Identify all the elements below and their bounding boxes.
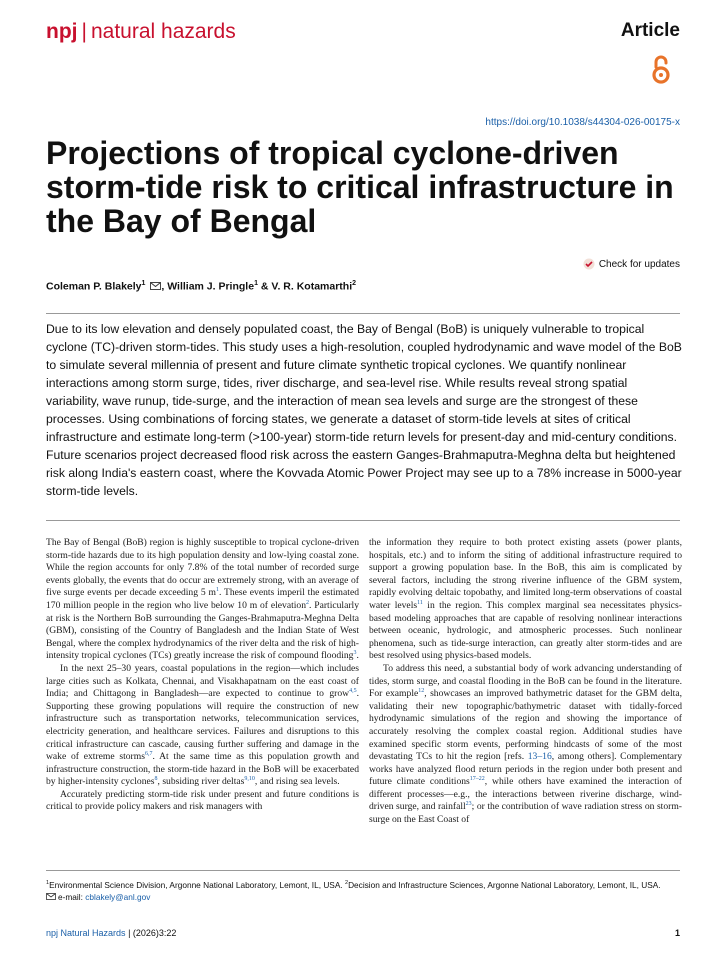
- envelope-icon: [46, 893, 56, 900]
- body-paragraph: Accurately predicting storm-tide risk under present and future conditions is critical to provide policy makers and risk managers with: [46, 788, 359, 813]
- divider: [46, 520, 680, 521]
- reference-link[interactable]: 1: [215, 587, 219, 594]
- author-list: [46, 280, 356, 293]
- body-column-left: [46, 537, 359, 814]
- check-updates-button[interactable]: [583, 258, 680, 270]
- author-affiliation-sup: 1: [254, 280, 258, 287]
- footer-citation: [46, 928, 176, 938]
- body-paragraph: To address this need, a substantial body of work advancing understanding of tides, storm surge, and coastal flooding in the BoB can be found in the literature. For example$^{12}$, showcases an improved bathymetric dataset for the GBM delta, validating their new topographic/bathymetric dataset with tidally-forced hydrodynamic simulations of the region and showing the importance of accurately resolving the complex coastal region. Additional studies have examined specific storm events, performing hindcasts of some of the most devastating TCs to hit the region [refs. 13–16, among others]. Complementary works have analyzed flood return periods in the region under both present and future climate conditions$^{17-22}$, while others have examined the interaction of different processes—e.g., the interactions between riverine discharge, wind-driven surge, and rainfall$^{23}$; or the contribution of wave radiation stress on storm-surge on the East Coast of: [369, 662, 682, 826]
- check-updates-icon: [583, 258, 595, 270]
- divider: [46, 313, 680, 314]
- footer-journal-link[interactable]: npj Natural Hazards: [46, 928, 126, 938]
- author-name[interactable]: Coleman P. Blakely: [46, 280, 142, 293]
- author-affiliation-sup: 1: [141, 280, 146, 287]
- reference-link[interactable]: 3: [353, 650, 357, 657]
- journal-separator: |: [81, 20, 87, 43]
- reference-link[interactable]: 17–22: [469, 776, 485, 783]
- body-paragraph: the information they require to both protect existing assets (power plants, hospitals, etc.) and to inform the siting of additional infrastructure required to support a growing population base. In the BoB, this aim is complicated by several factors, including the strong riverine influence of the GBM system, rapidly evolving deltaic topobathy, and limited long-term observations of coastal water levels$^{11}$ in the region. This complex marginal sea necessitates physics-based modeling approaches that are capable of resolving nonlinear interactions between oceanic, hydrologic, and atmospheric processes. Such nonlinear phenomena, such as tide-surge interaction, can greatly alter storm-tides and are best resolved using physics-based models.: [369, 537, 682, 662]
- journal-name: natural hazards: [90, 20, 236, 43]
- reference-link[interactable]: 8: [154, 776, 158, 783]
- journal-logo[interactable]: [46, 20, 236, 44]
- reference-link[interactable]: 12: [418, 687, 425, 694]
- article-title: Projections of tropical cyclone-driven storm-tide risk to critical infrastructure in the Bay of Bengal: [46, 135, 674, 239]
- author-separator: ,: [161, 280, 165, 293]
- reference-link[interactable]: 23: [465, 801, 472, 808]
- article-type-label: Article: [620, 20, 680, 41]
- affiliations: [46, 877, 682, 903]
- author-name[interactable]: V. R. Kotamarthi: [271, 280, 353, 293]
- reference-link[interactable]: 2: [306, 599, 309, 606]
- journal-prefix: npj: [46, 20, 78, 43]
- affiliation-line: $^1$Environmental Science Division, Argonne National Laboratory, Lemont, IL, USA. $^2$Decision and Infrastructure Sciences, Argonne National Laboratory, Lemont, IL, USA.: [46, 879, 661, 890]
- doi-link[interactable]: https://doi.org/10.1038/s44304-026-00175-x: [485, 117, 680, 128]
- envelope-icon[interactable]: [150, 282, 161, 290]
- reference-link[interactable]: 11: [417, 599, 423, 606]
- email-label: e-mail:: [58, 891, 83, 902]
- author-name[interactable]: William J. Pringle: [167, 280, 255, 293]
- check-updates-label: Check for updates: [598, 258, 680, 270]
- reference-link[interactable]: 9,10: [244, 776, 255, 783]
- author-affiliation-sup: 2: [352, 280, 357, 287]
- footer-volume: | (2026)3:22: [128, 928, 177, 938]
- abstract: Due to its low elevation and densely populated coast, the Bay of Bengal (BoB) is uniquely vulnerable to tropical cyclone (TC)-driven storm-tides. This study uses a high-resolution, coupled hydrodynamic and wave model of the BoB to simulate several millennia of present and future climate synthetic tropical cyclones. We quantify nonlinear interactions among storm surge, tides, river discharge, and sea-level rise. While results reveal strong spatial variability, wave runup, tide-surge, and the interaction of mean sea levels and surge are the strongest of these processes. Using combinations of forcing states, we generate a dataset of storm-tide levels at sites of critical infrastructure and estimate long-term (>100-year) storm-tide return levels for present-day and mid-century conditions. Future scenarios project decreased flood risk across the eastern Ganges-Brahmaputra-Meghna delta but heightened risk along India's eastern coast, where the Kovvada Atomic Power Project may see up to a 78% increase in 5000-year storm-tide levels.: [46, 322, 682, 498]
- email-line: [46, 891, 682, 903]
- body-column-right: [369, 537, 682, 827]
- reference-link[interactable]: 6,7: [144, 750, 153, 757]
- author-separator: &: [260, 280, 269, 293]
- body-paragraph: In the next 25–30 years, coastal populations in the region—which includes large cities such as Kolkata, Chennai, and Visakhapatnam on the east coast of India; and Chittagong in Bangladesh—are expected to continue to grow$^{4,5}$. Supporting these growing populations will require the construction of new infrastructure such as transportation networks, telecommunication services, electricity generation, and healthcare services. Failures and disruptions to this critical infrastructure can cascade, causing further suffering and damage in the wake of extreme storms$^{6,7}$. At the same time as this population growth and infrastructure construction, the storm-tide hazard in the BoB will be exacerbated by higher-intensity cyclones$^8$, subsiding river deltas$^{9,10}$, and rising sea levels.: [46, 662, 359, 788]
- open-access-icon: [650, 54, 672, 86]
- email-link[interactable]: cblakely@anl.gov: [85, 891, 151, 902]
- divider: [46, 870, 680, 871]
- reference-link[interactable]: 4,5: [349, 687, 357, 694]
- page-number: 1: [674, 928, 680, 938]
- body-paragraph: The Bay of Bengal (BoB) region is highly susceptible to tropical cyclone-driven storm-tide hazards due to its high population density and low-lying coastal zone. While the region accounts for only 7.8% of the total number of recorded surge events globally, the events that do occur are extremely strong, with an average of five surge events per decade exceeding 5 $m^1$. These events imperil the estimated 170 million people in the region who live below 10 m of elevation$^2$. Particularly at risk is the Northern BoB surrounding the Ganges-Brahmaputra-Meghna Delta (GBM), consisting of the Country of Bangladesh and the Indian State of West Bengal, where the complex hydrodynamics of the river delta and the risk of high-intensity tropical cyclones (TCs) greatly increase the risk of compound flooding$^3$.: [46, 537, 359, 662]
- reference-link[interactable]: 13–16: [527, 751, 552, 763]
